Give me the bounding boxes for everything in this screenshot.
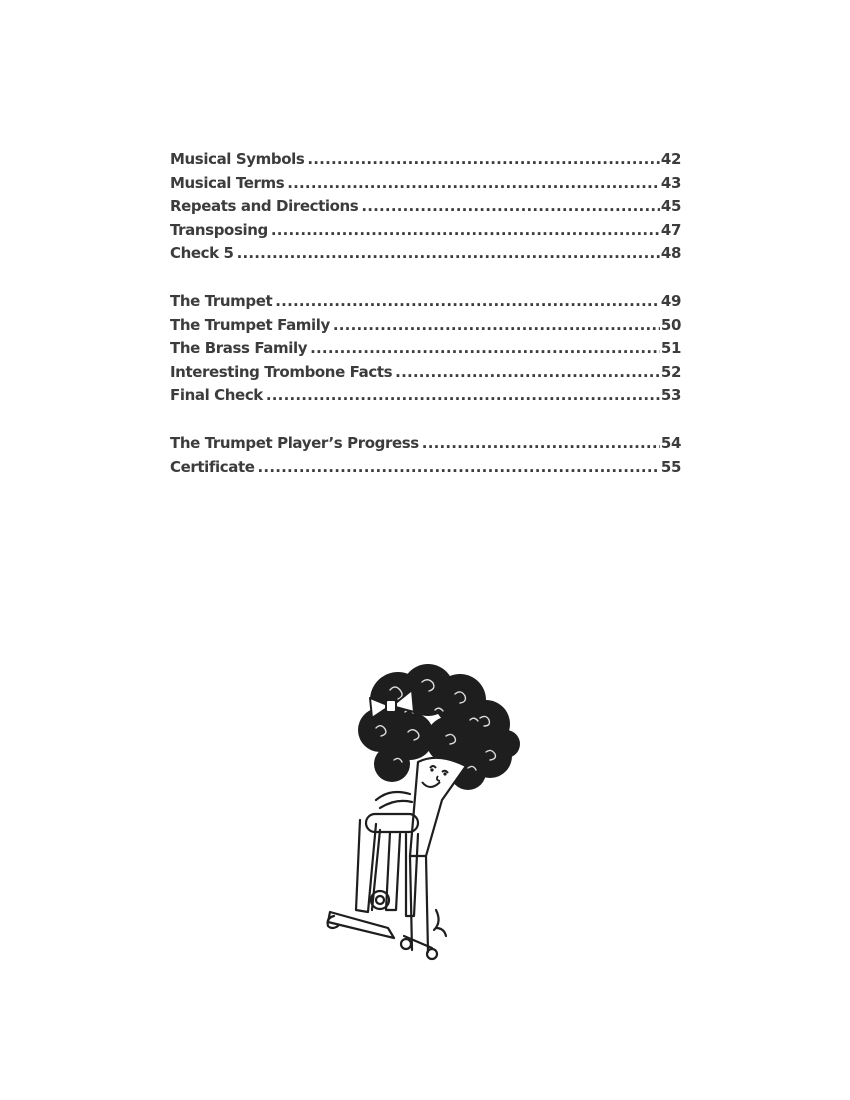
toc-entry[interactable] [170,384,681,408]
toc-entry[interactable] [170,314,681,338]
toc-entry-page: 43 [660,173,681,192]
toc-entry-page: 51 [660,339,681,358]
toc-group-3 [170,432,681,479]
toc-entry-title: The Trumpet Player’s Progress [170,433,419,452]
toc-entry-page: 54 [660,433,681,452]
toc-entry-title: Certificate [170,457,255,476]
toc-leader-dots [266,384,660,408]
toc-leader-dots [395,361,660,385]
toc-entry-page: 55 [660,457,681,476]
toc-entry[interactable] [170,219,681,243]
toc-entry-title: Final Check [170,386,263,405]
toc-entry-title: The Trumpet Family [170,315,330,334]
toc-entry-title: Musical Symbols [170,150,305,168]
toc-entry-page: 53 [660,386,681,405]
toc-group-2 [170,290,681,408]
toc-leader-dots [307,148,660,172]
toc-group-1 [170,148,681,266]
toc-entry[interactable] [170,148,681,172]
toc-entry-page: 52 [660,362,681,381]
toc-entry[interactable] [170,337,681,361]
toc-leader-dots [258,456,660,480]
toc-leader-dots [287,172,660,196]
toc-entry-page: 47 [660,220,681,239]
toc-leader-dots [237,242,660,266]
toc-entry-page: 42 [660,150,681,168]
toc-entry-title: The Trumpet [170,291,273,310]
toc-entry-page: 49 [660,291,681,310]
toc-entry-page: 48 [660,244,681,263]
toc-entry-title: The Brass Family [170,339,308,358]
toc-entry[interactable] [170,432,681,456]
toc-entry[interactable] [170,242,681,266]
toc-leader-dots [271,219,660,243]
toc-leader-dots [333,314,660,338]
toc-entry-title: Musical Terms [170,173,285,192]
toc-entry[interactable] [170,172,681,196]
toc-leader-dots [275,290,660,314]
toc-leader-dots [361,195,660,219]
toc-entry[interactable] [170,456,681,480]
toc-entry-title: Transposing [170,220,268,239]
toc-entry-page: 45 [660,197,681,216]
trumpet-character-icon [310,660,530,970]
table-of-contents [170,148,681,479]
toc-entry-page: 50 [660,315,681,334]
toc-leader-dots [310,337,660,361]
toc-entry[interactable] [170,195,681,219]
toc-entry-title: Interesting Trombone Facts [170,362,393,381]
toc-leader-dots [422,432,660,456]
toc-entry-title: Repeats and Directions [170,197,359,216]
toc-entry-title: Check 5 [170,244,234,263]
trumpet-character-illustration [310,660,530,970]
toc-entry[interactable] [170,290,681,314]
toc-entry[interactable] [170,361,681,385]
